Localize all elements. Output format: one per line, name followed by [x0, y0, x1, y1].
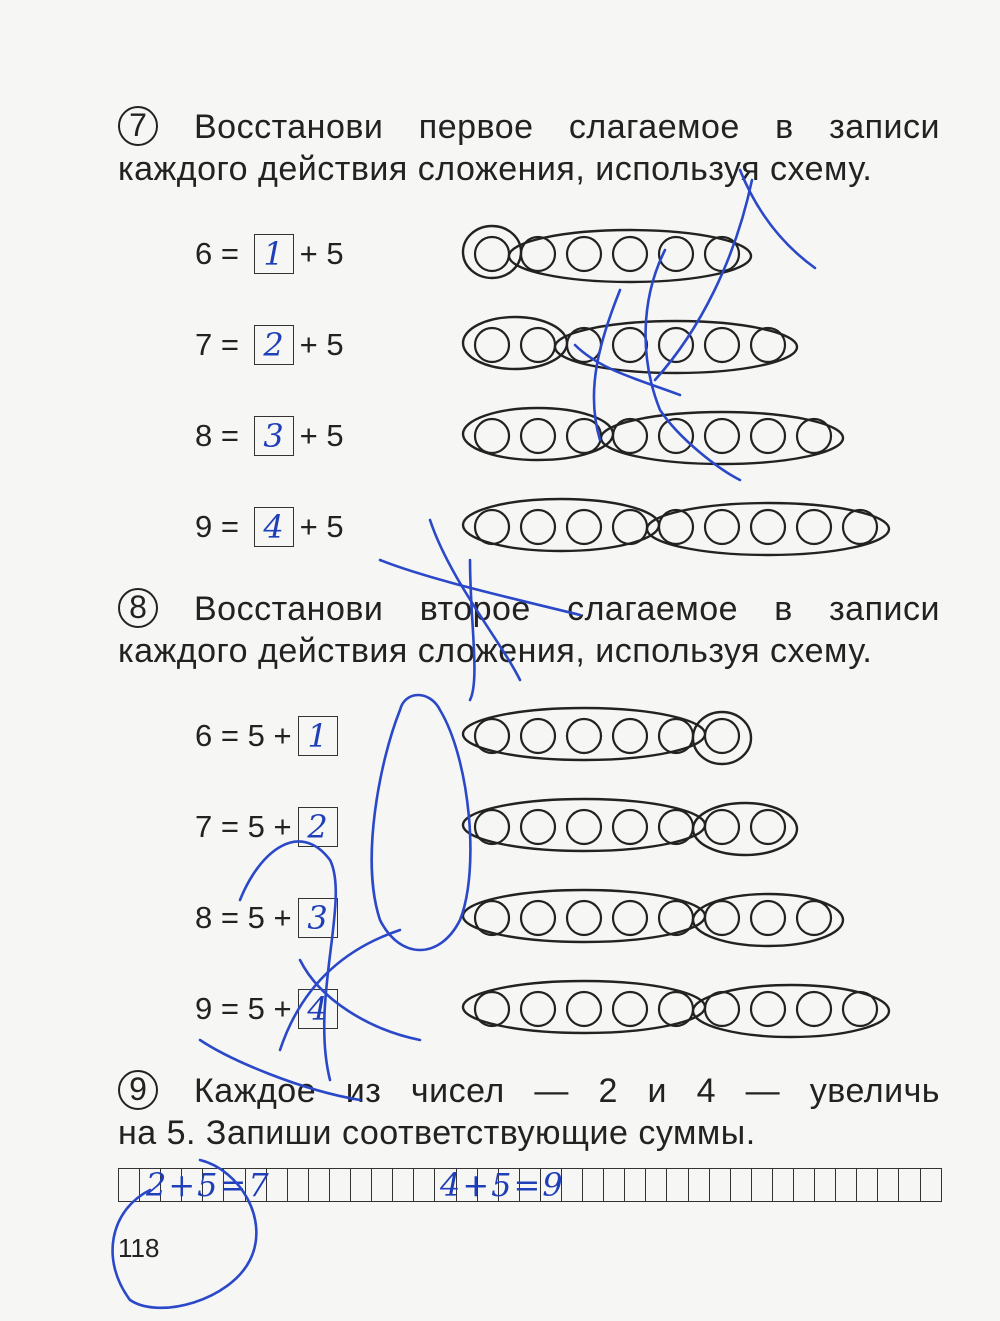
grid-cell[interactable] — [836, 1168, 857, 1202]
scheme-circle — [567, 992, 601, 1026]
scheme-circle — [475, 328, 509, 362]
eq-addend: 5 — [247, 991, 265, 1026]
grid-cell[interactable] — [878, 1168, 899, 1202]
handwritten-answer-2: 4+5=9 — [440, 1166, 565, 1204]
eq-plus: + — [264, 718, 292, 753]
task-7-number: 7 — [118, 106, 158, 146]
scheme-circle — [567, 510, 601, 544]
grid-cell[interactable] — [899, 1168, 920, 1202]
scheme-group-ellipse — [463, 499, 659, 551]
eq-plus: + — [299, 236, 327, 271]
answer-box[interactable]: 3 — [254, 416, 294, 456]
grid-cell[interactable] — [921, 1168, 942, 1202]
grid-cell[interactable] — [710, 1168, 731, 1202]
task-8-text-line-2: каждого действия сложения, используя схему. — [118, 632, 873, 670]
grid-cell[interactable] — [794, 1168, 815, 1202]
grid-cell[interactable] — [689, 1168, 710, 1202]
scheme-circle — [521, 719, 555, 753]
grid-cell[interactable] — [815, 1168, 836, 1202]
task-8-equation-2 — [195, 807, 344, 847]
eq-addend: 5 — [326, 509, 344, 544]
task-7-equation-2 — [195, 325, 344, 365]
task-9-text-line-1: Каждое из чисел — 2 и 4 — увеличь — [194, 1072, 940, 1110]
eq-plus: + — [264, 991, 292, 1026]
scheme-circle — [521, 901, 555, 935]
scheme-circle — [705, 719, 739, 753]
grid-cell[interactable] — [667, 1168, 688, 1202]
scheme-circle — [475, 237, 509, 271]
scheme-circle — [659, 419, 693, 453]
grid-cell[interactable] — [752, 1168, 773, 1202]
answer-box[interactable]: 2 — [254, 325, 294, 365]
answer-box[interactable]: 4 — [254, 507, 294, 547]
scheme-circle — [567, 810, 601, 844]
answer-box[interactable]: 4 — [298, 989, 338, 1029]
scheme-circle — [613, 992, 647, 1026]
eq-equals: = — [212, 418, 248, 453]
grid-cell[interactable] — [372, 1168, 393, 1202]
scheme-circle — [705, 901, 739, 935]
eq-total: 8 — [195, 900, 213, 935]
scheme-group-ellipse — [463, 317, 567, 369]
scheme-circle — [613, 719, 647, 753]
task-8-scheme-3 — [460, 878, 880, 958]
answer-box[interactable]: 2 — [298, 807, 338, 847]
grid-cell[interactable] — [773, 1168, 794, 1202]
eq-addend: 5 — [247, 718, 265, 753]
grid-cell[interactable] — [393, 1168, 414, 1202]
task-8-scheme-4 — [460, 969, 880, 1049]
eq-equals: = — [212, 991, 248, 1026]
answer-box[interactable]: 1 — [298, 716, 338, 756]
task-8-scheme-2 — [460, 787, 880, 867]
grid-cell[interactable] — [330, 1168, 351, 1202]
task-8-number: 8 — [118, 588, 158, 628]
task-8-text — [118, 588, 940, 672]
grid-cell[interactable] — [562, 1168, 583, 1202]
scheme-circle — [567, 237, 601, 271]
eq-addend: 5 — [326, 236, 344, 271]
eq-equals: = — [212, 809, 248, 844]
scheme-circle — [613, 901, 647, 935]
eq-addend: 5 — [326, 418, 344, 453]
scheme-circle — [751, 901, 785, 935]
scheme-circle — [751, 510, 785, 544]
task-7-equation-1 — [195, 234, 344, 274]
task-7-scheme-1 — [460, 214, 880, 294]
grid-cell[interactable] — [583, 1168, 604, 1202]
scheme-circle — [797, 510, 831, 544]
scheme-circle — [751, 992, 785, 1026]
eq-total: 6 — [195, 236, 213, 271]
scheme-circle — [567, 901, 601, 935]
grid-cell[interactable] — [309, 1168, 330, 1202]
task-7-scheme-2 — [460, 305, 880, 385]
task-7-scheme-4 — [460, 487, 880, 567]
scheme-circle — [521, 419, 555, 453]
task-8-scheme-1 — [460, 696, 880, 776]
task-7-text — [118, 106, 940, 190]
eq-plus: + — [264, 900, 292, 935]
task-8-equation-1 — [195, 716, 344, 756]
task-7-equation-4 — [195, 507, 344, 547]
eq-plus: + — [299, 418, 327, 453]
scheme-circle — [705, 328, 739, 362]
eq-addend: 5 — [247, 900, 265, 935]
scheme-circle — [613, 810, 647, 844]
task-8-text-line-1: Восстанови второе слагаемое в записи — [194, 590, 940, 628]
task-7-equation-3 — [195, 416, 344, 456]
scheme-circle — [567, 719, 601, 753]
scheme-circle — [705, 810, 739, 844]
eq-total: 7 — [195, 327, 213, 362]
grid-cell[interactable] — [351, 1168, 372, 1202]
eq-addend: 5 — [326, 327, 344, 362]
task-8-equation-3 — [195, 898, 344, 938]
eq-total: 8 — [195, 418, 213, 453]
scheme-group-ellipse — [693, 985, 889, 1037]
grid-cell[interactable] — [731, 1168, 752, 1202]
eq-total: 9 — [195, 991, 213, 1026]
grid-cell[interactable] — [288, 1168, 309, 1202]
scheme-circle — [521, 992, 555, 1026]
eq-total: 9 — [195, 509, 213, 544]
task-8-equation-4 — [195, 989, 344, 1029]
grid-cell[interactable] — [604, 1168, 625, 1202]
eq-plus: + — [299, 327, 327, 362]
eq-total: 6 — [195, 718, 213, 753]
page-number: 118 — [118, 1233, 160, 1263]
grid-cell[interactable] — [646, 1168, 667, 1202]
eq-equals: = — [212, 718, 248, 753]
eq-equals: = — [212, 900, 248, 935]
scheme-circle — [705, 419, 739, 453]
scheme-circle — [797, 901, 831, 935]
scheme-group-ellipse — [693, 803, 797, 855]
eq-plus: + — [264, 809, 292, 844]
scheme-circle — [659, 328, 693, 362]
scheme-circle — [475, 419, 509, 453]
eq-equals: = — [212, 236, 248, 271]
task-9-number: 9 — [118, 1070, 158, 1110]
task-7-text-line-2: каждого действия сложения, используя схему. — [118, 150, 873, 188]
scheme-circle — [613, 328, 647, 362]
scheme-circle — [751, 810, 785, 844]
grid-cell[interactable] — [625, 1168, 646, 1202]
eq-equals: = — [212, 327, 248, 362]
scheme-circle — [521, 810, 555, 844]
eq-total: 7 — [195, 809, 213, 844]
task-9-text — [118, 1070, 940, 1154]
answer-box[interactable]: 3 — [298, 898, 338, 938]
grid-cell[interactable] — [857, 1168, 878, 1202]
task-7-scheme-3 — [460, 396, 880, 476]
task-7-text-line-1: Восстанови первое слагаемое в записи — [194, 108, 940, 146]
eq-equals: = — [212, 509, 248, 544]
handwritten-answer-1: 2+5=7 — [146, 1166, 271, 1204]
grid-cell[interactable] — [119, 1168, 140, 1202]
scheme-circle — [521, 328, 555, 362]
scheme-circle — [705, 510, 739, 544]
scheme-circle — [613, 237, 647, 271]
scheme-circle — [797, 992, 831, 1026]
eq-plus: + — [299, 509, 327, 544]
answer-box[interactable]: 1 — [254, 234, 294, 274]
scheme-circle — [567, 419, 601, 453]
task-9-text-line-2: на 5. Запиши соответствующие суммы. — [118, 1114, 756, 1152]
eq-addend: 5 — [247, 809, 265, 844]
scheme-circle — [659, 237, 693, 271]
grid-cell[interactable] — [414, 1168, 435, 1202]
scheme-circle — [521, 510, 555, 544]
scheme-circle — [751, 419, 785, 453]
